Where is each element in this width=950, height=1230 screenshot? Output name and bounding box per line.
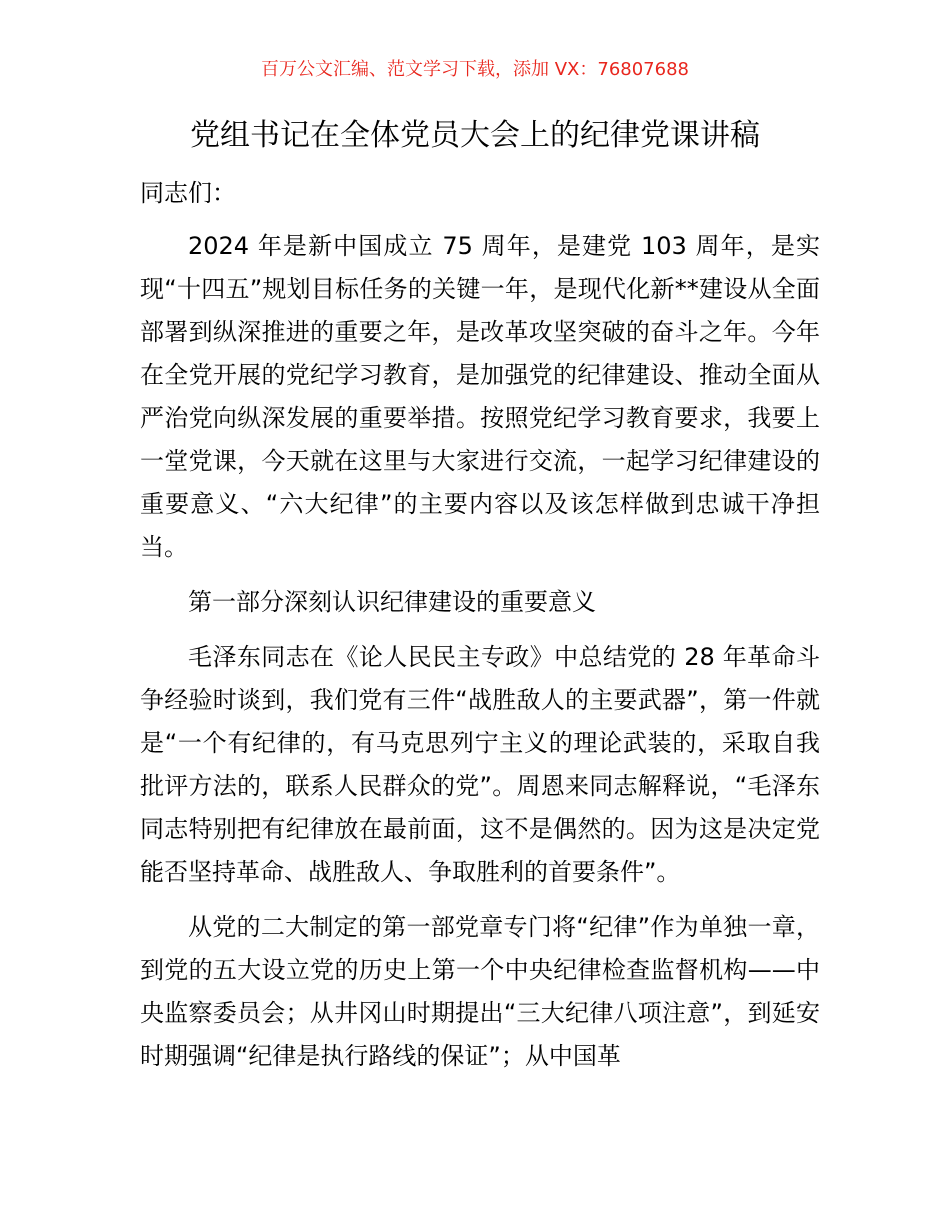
- section-paragraph-1: 毛泽东同志在《论人民民主专政》中总结党的 28 年革命斗争经验时谈到，我们党有三件“战胜敌人的主要武器”，第一件就是“一个有纪律的，有马克思列宁主义的理论武装的，采取自我批评方法的，联系人民群众的党”。周恩来同志解释说，“毛泽东同志特别把有纪律放在最前面，这不是偶然的。因为这是决定党能否坚持革命、战胜敌人、争取胜利的首要条件”。: [140, 643, 820, 886]
- document-title: 党组书记在全体党员大会上的纪律党课讲稿: [190, 118, 760, 153]
- header-watermark-note: 百万公文汇编、范文学习下载，添加 VX：76807688: [261, 59, 689, 80]
- document-body: [140, 172, 820, 1078]
- intro-paragraph: 2024 年是新中国成立 75 周年，是建党 103 周年，是实现“十四五”规划目标任务的关键一年，是现代化新**建设从全面部署到纵深推进的重要之年，是改革攻坚突破的奋斗之年。今年在全党开展的党纪学习教育，是加强党的纪律建设、推动全面从严治党向纵深发展的重要举措。按照党纪学习教育要求，我要上一堂党课，今天就在这里与大家进行交流，一起学习纪律建设的重要意义、“六大纪律”的主要内容以及该怎样做到忠诚干净担当。: [140, 232, 820, 561]
- salutation: 同志们：: [140, 179, 236, 207]
- section-heading: 第一部分深刻认识纪律建设的重要意义: [188, 588, 596, 616]
- section-paragraph-2: 从党的二大制定的第一部党章专门将“纪律”作为单独一章，到党的五大设立党的历史上第一个中央纪律检查监督机构——中央监察委员会；从井冈山时期提出“三大纪律八项注意”，到延安时期强调“纪律是执行路线的保证”；从中国革: [140, 913, 820, 1070]
